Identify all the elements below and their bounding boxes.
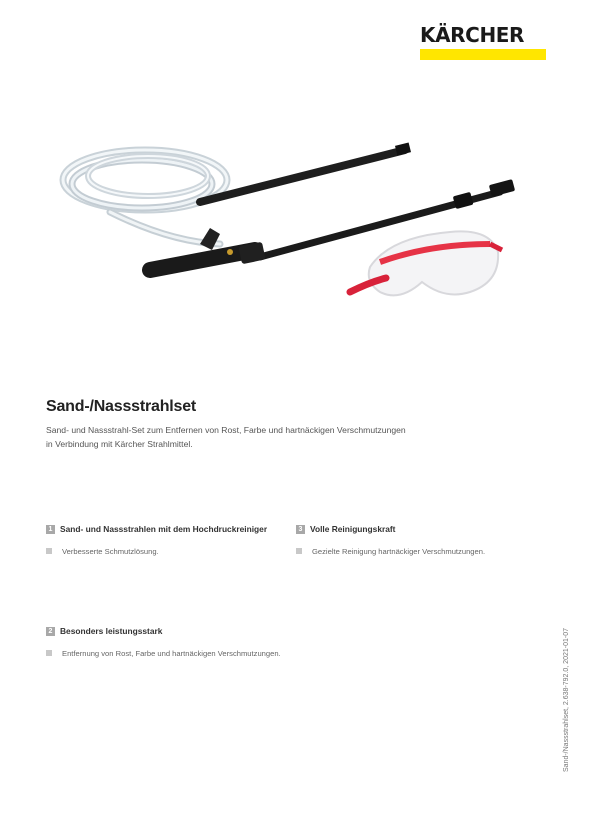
feature-3 <box>296 523 485 557</box>
feature-title: Besonders leistungsstark <box>60 626 163 636</box>
feature-title: Sand- und Nassstrahlen mit dem Hochdruckreiniger <box>60 524 268 534</box>
feature-number: 3 <box>296 525 305 534</box>
brand-name: KÄRCHER <box>420 23 525 47</box>
bullet-square-icon <box>46 650 52 656</box>
feature-item: Gezielte Reinigung hartnäckiger Verschmutzungen. <box>312 546 486 556</box>
feature-1 <box>46 523 267 557</box>
karcher-logo <box>420 24 546 62</box>
product-description <box>46 423 466 451</box>
hose-coil <box>63 150 227 244</box>
product-title: Sand-/Nassstrahlset <box>46 398 197 415</box>
side-note <box>563 612 573 772</box>
safety-goggles <box>350 231 502 295</box>
feature-item: Verbesserte Schmutzlösung. <box>62 546 159 556</box>
feature-2 <box>46 625 281 659</box>
feature-number: 2 <box>46 627 55 636</box>
nozzle <box>150 250 255 270</box>
product-image <box>50 132 540 332</box>
feature-item: Entfernung von Rost, Farbe und hartnäckigen Verschmutzungen. <box>62 648 281 658</box>
brand-yellow-bar <box>420 49 546 60</box>
feature-title: Volle Reinigungskraft <box>310 524 396 534</box>
side-note-text: Sand-/Nassstrahlset, 2.638-792.0, 2021-01-07 <box>563 628 570 772</box>
feature-number: 1 <box>46 525 55 534</box>
suction-tube <box>200 150 405 202</box>
bullet-square-icon <box>46 548 52 554</box>
bullet-square-icon <box>296 548 302 554</box>
description-line: in Verbindung mit Kärcher Strahlmittel. <box>46 439 193 449</box>
description-line: Sand- und Nassstrahl-Set zum Entfernen von Rost, Farbe und hartnäckigen Verschmutzungen <box>46 425 406 435</box>
